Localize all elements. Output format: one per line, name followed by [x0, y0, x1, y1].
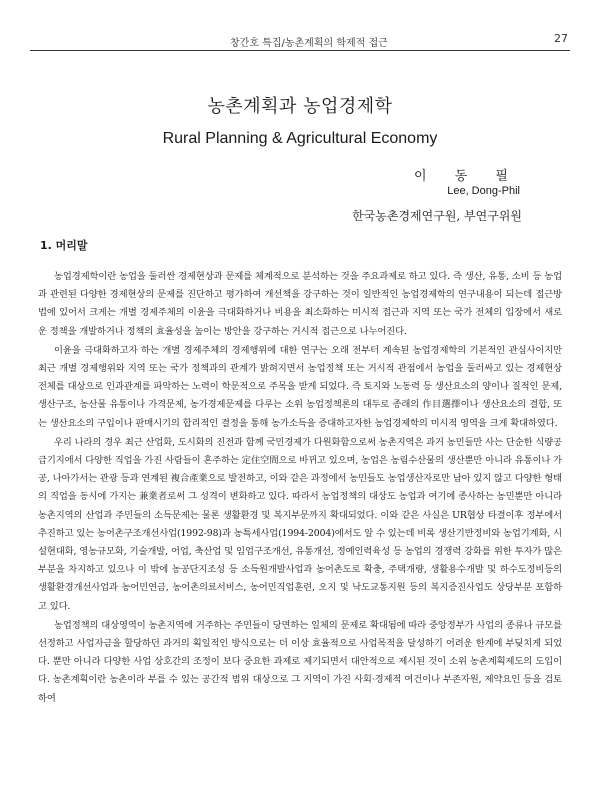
- page-number: 27: [554, 32, 568, 45]
- running-head-title: 창간호 특집/농촌계획의 학제적 접근: [230, 38, 388, 49]
- paragraph-2: 이윤을 극대화하고자 하는 개별 경제주체의 경제행위에 대한 연구는 오래 전부터 계속된 농업경제학의 기본적인 관심사이지만 최근 개별 경제행위와 지역 또는 국가 정책과의 관계가 밝혀지면서 농업정책 또는 거시적 관점에서 농업을 둘러싸고 있는 경제현상 전체를 대상으로 인과관계를 파악하는 노력이 학문적으로 주목을 받게 되었다. 즉 토지와 노동력 등 생산요소의 양이나 질적인 문제, 생산구조, 농산물 유통이나 가격문제, 농가경제문제를 다루는 소위 농업정책론의 대두로 종래의 作目選擇이나 생산요소의 결합, 또는 생산요소의 구입이나 판매시기의 합리적인 결정을 통해 농가소득을 증대하고자한 농업경제학의 미시적 영역을 크게 확대하였다.: [38, 344, 562, 429]
- body-text: [38, 268, 562, 709]
- author-name-korean: 이 동 필: [414, 169, 520, 184]
- running-head: [30, 30, 570, 51]
- section-heading: 1. 머리말: [40, 239, 88, 252]
- paragraph-3: 우리 나라의 경우 최근 산업화, 도시화의 진전과 함께 국민경제가 다원화함으로써 농촌지역은 과거 농민들만 사는 단순한 식량공급기지에서 다양한 직업을 가진 사람들이 혼주하는 定住空間으로 바뀌고 있으며, 농업은 농림수산물의 생산뿐만 아니라 유통이나 가공, 나아가서는 관광 등과 연계된 複合產業으로 발전하고, 이와 같은 과정에서 농민들도 농업생산자로만 남아 있지 않고 다양한 형태의 직업을 동시에 가지는 兼業者로써 그 성격이 변화하고 있다. 따라서 농업정책의 대상도 농업과 여기에 종사하는 농민뿐만 아니라 농촌지역의 산업과 주민들의 소득문제는 물론 생활환경 및 복지부문까지 확대되었다. 이와 같은 사실은 UR협상 타결이후 정부에서 추진하고 있는 농어촌구조개선사업(1992-98)과 농특세사업(1994-2004)에서도 알 수 있는데 비록 생산기반정비와 농업기계화, 시설현대화, 영농규모화, 기술개발, 어업, 축산업 및 임업구조개선, 유통개선, 정예인력육성 등 농업의 경쟁력 강화를 위한 투자가 많은 부분을 차지하고 있으나 이 밖에 농공단지조성 등 소득원개발사업과 농어촌도로 확충, 주택개량, 생활용수개발 및 하수도정비등의 생활환경개선사업과 농어민연금, 농어촌의료서비스, 농어민직업훈련, 오지 및 낙도교통지원 등의 복지증진사업도 상당부분 포함하고 있다.: [38, 436, 562, 612]
- author-affiliation: 한국농촌경제연구원, 부연구위원: [352, 209, 522, 223]
- author-name-english: Lee, Dong-Phil: [447, 185, 520, 197]
- paragraph-1: 농업경제학이란 농업을 둘러싼 경제현상과 문제를 체계적으로 분석하는 것을 주요과제로 하고 있다. 즉 생산, 유통, 소비 등 농업과 관련된 다양한 경제현상의 문제를 진단하고 평가하여 개선책을 강구하는 것이 일반적인 농업경제학의 연구내용이 되는데 접근방법에 있어서 크게는 개별 경제주체의 이윤을 극대화하거나 비용을 최소화하는 미시적 접근과 지역 또는 국가 전체의 입장에서 새로운 정책을 개발하거나 정책의 효율성을 높이는 방안을 강구하는 거시적 접근으로 나누어진다.: [38, 271, 562, 337]
- paragraph-4: 농업정책의 대상영역이 농촌지역에 거주하는 주민들이 당면하는 일체의 문제로 확대됨에 따라 중앙정부가 사업의 종류나 규모를 선정하고 사업자금을 할당하던 과거의 획일적인 방식으로는 더 이상 효율적으로 사업목적을 달성하기 어려운 한계에 부딪치게 되었다. 뿐만 아니라 다양한 사업 상호간의 조정이 보다 중요한 과제로 제기되면서 대안적으로 제시된 것이 소위 농촌계획제도의 도입이다. 농촌계획이란 농촌이라 부를 수 있는 공간적 범위 대상으로 그 지역이 가진 사회·경제적 여건이나 부존자원, 제약요인 등을 검토하여: [38, 619, 562, 704]
- paper-title-english: Rural Planning & Agricultural Economy: [162, 130, 438, 147]
- paper-title-korean: 농촌계획과 농업경제학: [207, 96, 393, 117]
